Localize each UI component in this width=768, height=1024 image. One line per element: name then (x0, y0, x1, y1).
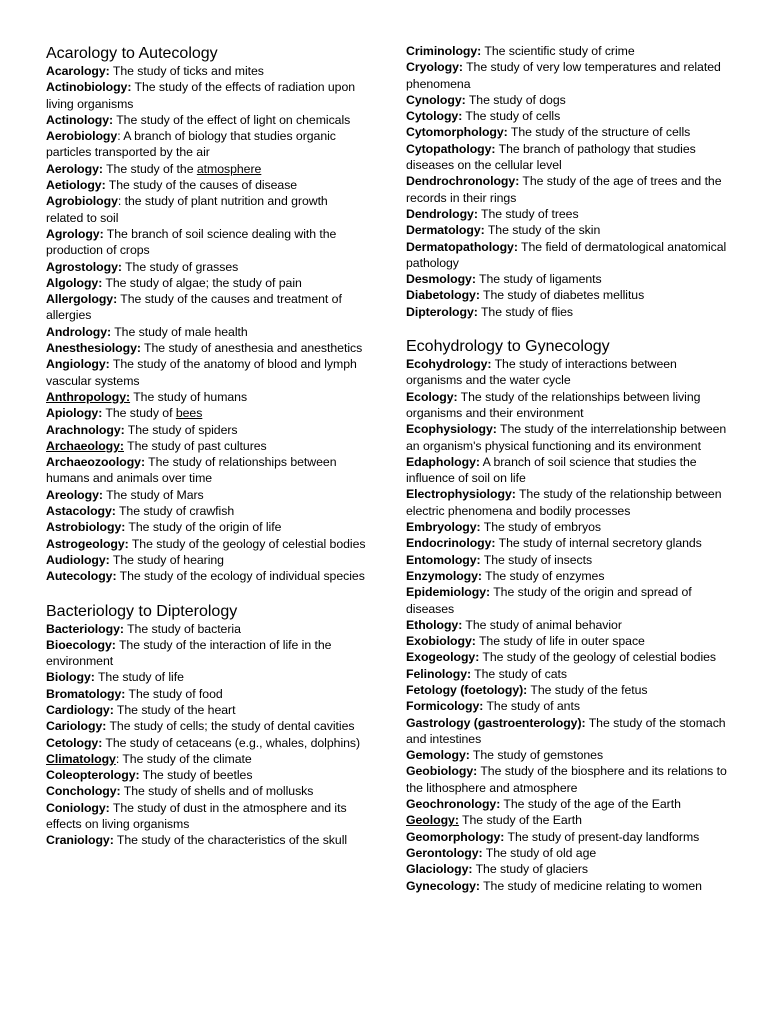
entry-definition: The study of present-day landforms (504, 829, 700, 844)
right-column (406, 0, 728, 894)
glossary-entry (46, 454, 366, 487)
glossary-entry (46, 324, 366, 340)
entry-term: Astacology: (46, 504, 116, 519)
glossary-entry (46, 112, 366, 128)
entry-definition: The study of trees (477, 206, 579, 221)
glossary-entry (46, 800, 366, 833)
entry-definition: The branch of soil science dealing with the production of crops (46, 226, 337, 258)
entry-definition: The study of cats (471, 666, 567, 681)
glossary-entry (46, 552, 366, 568)
glossary-entry (46, 519, 366, 535)
glossary-entry (46, 536, 366, 552)
glossary-entry (406, 108, 728, 124)
entry-definition: The study of life (94, 670, 184, 685)
entry-term: Aerology: (46, 161, 103, 176)
glossary-entry (46, 356, 366, 389)
entry-term: Coniology: (46, 800, 110, 815)
entry-definition: The study of cells; the study of dental cavities (106, 719, 355, 734)
entry-term: Allergology: (46, 292, 118, 307)
glossary-entry (406, 617, 728, 633)
entry-term: Epidemiology: (406, 585, 491, 600)
glossary-entry (46, 79, 366, 112)
entry-definition: The study of the origin of life (125, 520, 282, 535)
entry-term: Fetology (foetology): (406, 682, 528, 697)
entry-definition: The study of the geology of celestial bodies (479, 650, 717, 665)
entry-term: Cytomorphology: (406, 125, 508, 140)
entry-term: Geobiology: (406, 764, 478, 779)
entry-definition: The study of internal secretory glands (495, 536, 702, 551)
entry-term: Cetology: (46, 735, 103, 750)
entry-term: Dermatopathology: (406, 239, 518, 254)
entry-term: Exogeology: (406, 650, 480, 665)
entry-definition: The study of medicine relating to women (479, 878, 702, 893)
entry-term: Desmology: (406, 272, 476, 287)
glossary-entry (406, 552, 728, 568)
glossary-section (46, 602, 366, 849)
entry-term: Ethology: (406, 617, 463, 632)
glossary-entry (46, 783, 366, 799)
entry-definition: The study of the age of the Earth (500, 797, 681, 812)
entry-term: Electrophysiology: (406, 487, 516, 502)
glossary-entry (406, 845, 728, 861)
glossary-entry (406, 747, 728, 763)
entry-term: Anesthesiology: (46, 341, 141, 356)
entry-term: Agrostology: (46, 259, 122, 274)
entry-term: Arachnology: (46, 422, 125, 437)
entry-term: Agrobiology (46, 194, 118, 209)
entry-definition: A branch of soil science that studies the influence of soil on life (406, 454, 697, 486)
entry-term: Acarology: (46, 64, 110, 78)
entry-definition: The study of the biosphere and its relations to the lithosphere and atmosphere (406, 764, 727, 795)
entry-term: Endocrinology: (406, 536, 496, 551)
section-heading: Ecohydrology to Gynecology (406, 338, 610, 356)
glossary-entry (406, 519, 728, 535)
entry-term: Gerontology: (406, 845, 483, 860)
entry-definition: The study of life in outer space (475, 634, 645, 649)
glossary-entry (406, 715, 728, 748)
entry-term: Cardiology: (46, 702, 114, 717)
entry-definition: The study of flies (477, 304, 574, 319)
glossary-entry (46, 340, 366, 356)
glossary-entry (406, 796, 728, 812)
glossary-entry (406, 43, 728, 59)
entry-definition: The study of enzymes (481, 568, 605, 583)
entry-definition: The study of embryos (480, 520, 601, 535)
glossary-entry (46, 832, 366, 848)
entry-definition: The study of ticks and mites (109, 64, 264, 78)
entry-term: Bromatology: (46, 686, 126, 701)
entry-definition: The study of the geology of celestial bodies (128, 536, 366, 551)
glossary-section (406, 43, 728, 320)
glossary-entry (406, 812, 728, 828)
entry-term: Cariology: (46, 719, 107, 734)
entry-definition: The study of the age of trees and the records in their rings (406, 174, 722, 205)
entry-term: Ecohydrology: (406, 357, 492, 372)
entry-term: Andrology: (46, 324, 112, 339)
glossary-entry (46, 568, 366, 584)
entry-term: Audiology: (46, 552, 110, 567)
glossary-entry (46, 686, 366, 702)
entry-term: Biology: (46, 670, 95, 685)
entry-definition: The study of the anatomy of blood and lymph vascular systems (46, 357, 357, 388)
glossary-entry (406, 389, 728, 422)
entry-term: Geochronology: (406, 797, 501, 812)
glossary-entry (46, 63, 366, 79)
entry-term: Formicology: (406, 699, 484, 714)
entry-term: Craniology: (46, 833, 114, 848)
entry-term: Felinology: (406, 666, 472, 681)
glossary-entry (46, 193, 366, 226)
entry-definition: The study of spiders (124, 422, 238, 437)
entry-definition: The study of anesthesia and anesthetics (140, 341, 363, 356)
entry-term[interactable]: Climatology (46, 751, 116, 766)
glossary-entry (406, 206, 728, 222)
entry-definition: The study of the stomach and intestines (406, 715, 726, 746)
entry-term: Geomorphology: (406, 829, 505, 844)
entry-term: Algology: (46, 275, 103, 290)
entry-definition: The study of (102, 406, 176, 421)
entry-term: Astrogeology: (46, 536, 129, 551)
entry-term: Conchology: (46, 784, 121, 799)
entry-term: Autecology: (46, 569, 117, 584)
glossary-entry (46, 621, 366, 637)
entry-definition: The study of cells (462, 109, 561, 124)
entry-definition: The study of gemstones (469, 748, 604, 763)
glossary-entry (46, 637, 366, 670)
entry-definition: The study of relationships between humans and animals over time (46, 455, 337, 486)
entry-term: Cynology: (406, 92, 466, 107)
entry-definition: The study of the heart (113, 702, 236, 717)
glossary-entry (46, 422, 366, 438)
glossary-section (406, 337, 728, 894)
entry-definition: The study of male health (111, 324, 248, 339)
entry-term: Gemology: (406, 748, 470, 763)
entry-term: Entomology: (406, 552, 481, 567)
glossary-entry (46, 702, 366, 718)
entry-definition: The study of insects (480, 552, 593, 567)
entry-definition: The study of the effect of light on chemicals (113, 112, 351, 127)
entry-term: Actinobiology: (46, 80, 132, 95)
entry-term: Dendrochronology: (406, 174, 520, 189)
entry-term: Glaciology: (406, 862, 473, 877)
entry-term: Aerobiology (46, 129, 118, 144)
glossary-entry (46, 389, 366, 405)
entry-term: Ecophysiology: (406, 422, 497, 437)
definition-link[interactable]: bees (175, 406, 203, 421)
entry-term: Edaphology: (406, 454, 480, 469)
entry-definition: The study of dogs (465, 92, 566, 107)
glossary-entry (46, 438, 366, 454)
entry-definition: The study of the characteristics of the skull (113, 833, 348, 848)
entry-term: Criminology: (406, 44, 482, 58)
glossary-entry (406, 861, 728, 877)
entry-term: Archaeozoology: (46, 455, 146, 470)
entry-definition: The study of the relationships between living organisms and their environment (406, 389, 701, 420)
entry-definition: The study of the effects of radiation upon living organisms (46, 80, 356, 111)
entry-term: Bioecology: (46, 637, 116, 652)
entry-term: Exobiology: (406, 634, 476, 649)
entry-term: Embryology: (406, 520, 481, 535)
glossary-entry (406, 92, 728, 108)
glossary-entry (406, 698, 728, 714)
entry-definition: : The study of the climate (115, 751, 252, 766)
entry-definition: The study of ants (483, 699, 580, 714)
entry-definition: The study of old age (482, 845, 597, 860)
entry-definition: The study of glaciers (472, 862, 588, 877)
entry-term: Cytopathology: (406, 141, 496, 156)
entry-definition: The field of dermatological anatomical pathology (406, 239, 727, 270)
section-heading: Bacteriology to Dipterology (46, 602, 238, 620)
entry-definition: The study of animal behavior (462, 617, 622, 632)
glossary-entry (406, 124, 728, 140)
entry-definition: The study of very low temperatures and related phenomena (406, 60, 721, 91)
entry-term: Dermatology: (406, 223, 485, 238)
glossary-entry (406, 829, 728, 845)
glossary-entry (406, 763, 728, 796)
glossary-entry (46, 751, 366, 767)
entry-term: Agrology: (46, 226, 104, 241)
entry-definition: The study of ligaments (475, 272, 602, 287)
glossary-entry (406, 222, 728, 238)
entry-definition: The study of the skin (484, 223, 601, 238)
glossary-entry (46, 767, 366, 783)
glossary-entry (46, 487, 366, 503)
entry-term: Cytology: (406, 109, 463, 124)
glossary-entry (46, 128, 366, 161)
glossary-entry (46, 735, 366, 751)
entry-definition: The study of the fetus (527, 682, 648, 697)
entry-definition: The study of the structure of cells (507, 125, 691, 140)
glossary-entry (406, 59, 728, 92)
entry-definition: : the study of plant nutrition and growth related to soil (46, 194, 328, 225)
entry-term: Enzymology: (406, 568, 482, 583)
entry-definition: The study of shells and of mollusks (120, 784, 314, 799)
glossary-entry (406, 287, 728, 303)
entry-definition: The study of the origin and spread of diseases (406, 585, 692, 616)
entry-definition: The study of cetaceans (e.g., whales, dolphins) (102, 735, 361, 750)
entry-term: Astrobiology: (46, 520, 126, 535)
entry-term: Aetiology: (46, 178, 106, 193)
entry-definition: The study of dust in the atmosphere and its effects on living organisms (46, 800, 347, 832)
entry-definition: The study of the causes of disease (105, 178, 298, 193)
entry-definition: The study of grasses (121, 259, 239, 274)
entry-definition: The study of beetles (139, 768, 253, 783)
entry-definition: The study of crawfish (115, 504, 235, 519)
glossary-entry (406, 649, 728, 665)
glossary-entry (46, 503, 366, 519)
entry-definition: The study of the Earth (458, 813, 582, 828)
entry-term: Gynecology: (406, 878, 480, 893)
entry-term: Ecology: (406, 389, 458, 404)
glossary-entry (46, 177, 366, 193)
glossary-entry (406, 454, 728, 487)
entry-definition: The study of the (102, 161, 197, 176)
glossary-entry (406, 271, 728, 287)
glossary-entry (46, 718, 366, 734)
entry-definition: The study of diabetes mellitus (479, 288, 645, 303)
entry-term: Dipterology: (406, 304, 478, 319)
glossary-entry (406, 666, 728, 682)
glossary-entry (406, 173, 728, 206)
entry-term: Areology: (46, 487, 103, 502)
entry-term: Angiology: (46, 357, 110, 372)
glossary-entry (406, 633, 728, 649)
entry-term: Actinology: (46, 112, 114, 127)
glossary-entry (46, 259, 366, 275)
entry-definition: The study of bacteria (123, 621, 241, 636)
entry-term[interactable]: Geology: (406, 813, 459, 828)
left-column (46, 0, 366, 849)
entry-term[interactable]: Anthropology: (46, 389, 131, 404)
entry-definition: The study of past cultures (123, 438, 267, 453)
entry-definition: The study of the interaction of life in the environment (46, 637, 332, 669)
glossary-entry (406, 486, 728, 519)
entry-term: Diabetology: (406, 288, 480, 303)
glossary-entry (406, 421, 728, 454)
glossary-entry (46, 669, 366, 685)
entry-term: Bacteriology: (46, 621, 124, 636)
glossary-entry (46, 161, 366, 177)
entry-term: Gastrology (gastroenterology): (406, 715, 586, 730)
glossary-entry (406, 304, 728, 320)
entry-definition: The scientific study of crime (481, 44, 635, 58)
entry-definition: The study of hearing (109, 552, 224, 567)
entry-definition: The study of the causes and treatment of allergies (46, 292, 342, 323)
entry-definition: The study of the relationship between electric phenomena and bodily processes (406, 487, 722, 518)
entry-term: Apiology: (46, 406, 103, 421)
glossary-entry (46, 275, 366, 291)
entry-definition: The study of humans (130, 389, 248, 404)
glossary-entry (46, 226, 366, 259)
entry-term: Cryology: (406, 60, 463, 75)
glossary-entry (406, 239, 728, 272)
section-heading: Acarology to Autecology (46, 45, 218, 62)
definition-link[interactable]: atmosphere (196, 161, 262, 176)
entry-term: Dendrology: (406, 206, 478, 221)
entry-definition: The study of interactions between organisms and the water cycle (406, 357, 677, 388)
glossary-entry (46, 405, 366, 421)
entry-definition: The study of the interrelationship between an organism's physical functioning and its environment (406, 422, 727, 453)
glossary-entry (406, 356, 728, 389)
glossary-entry (406, 535, 728, 551)
glossary-entry (406, 568, 728, 584)
entry-definition: The study of the ecology of individual species (116, 569, 365, 584)
entry-definition: The study of algae; the study of pain (102, 275, 302, 290)
glossary-entry (46, 291, 366, 324)
entry-definition: : A branch of biology that studies organic particles transported by the air (46, 129, 336, 160)
entry-term[interactable]: Archaeology: (46, 438, 124, 453)
entry-definition: The study of Mars (102, 487, 204, 502)
glossary-section (46, 44, 366, 585)
glossary-entry (406, 878, 728, 894)
entry-term: Coleopterology: (46, 768, 140, 783)
glossary-entry (406, 141, 728, 174)
entry-definition: The branch of pathology that studies diseases on the cellular level (406, 141, 696, 173)
glossary-entry (406, 682, 728, 698)
entry-definition: The study of food (125, 686, 223, 701)
glossary-entry (406, 584, 728, 617)
